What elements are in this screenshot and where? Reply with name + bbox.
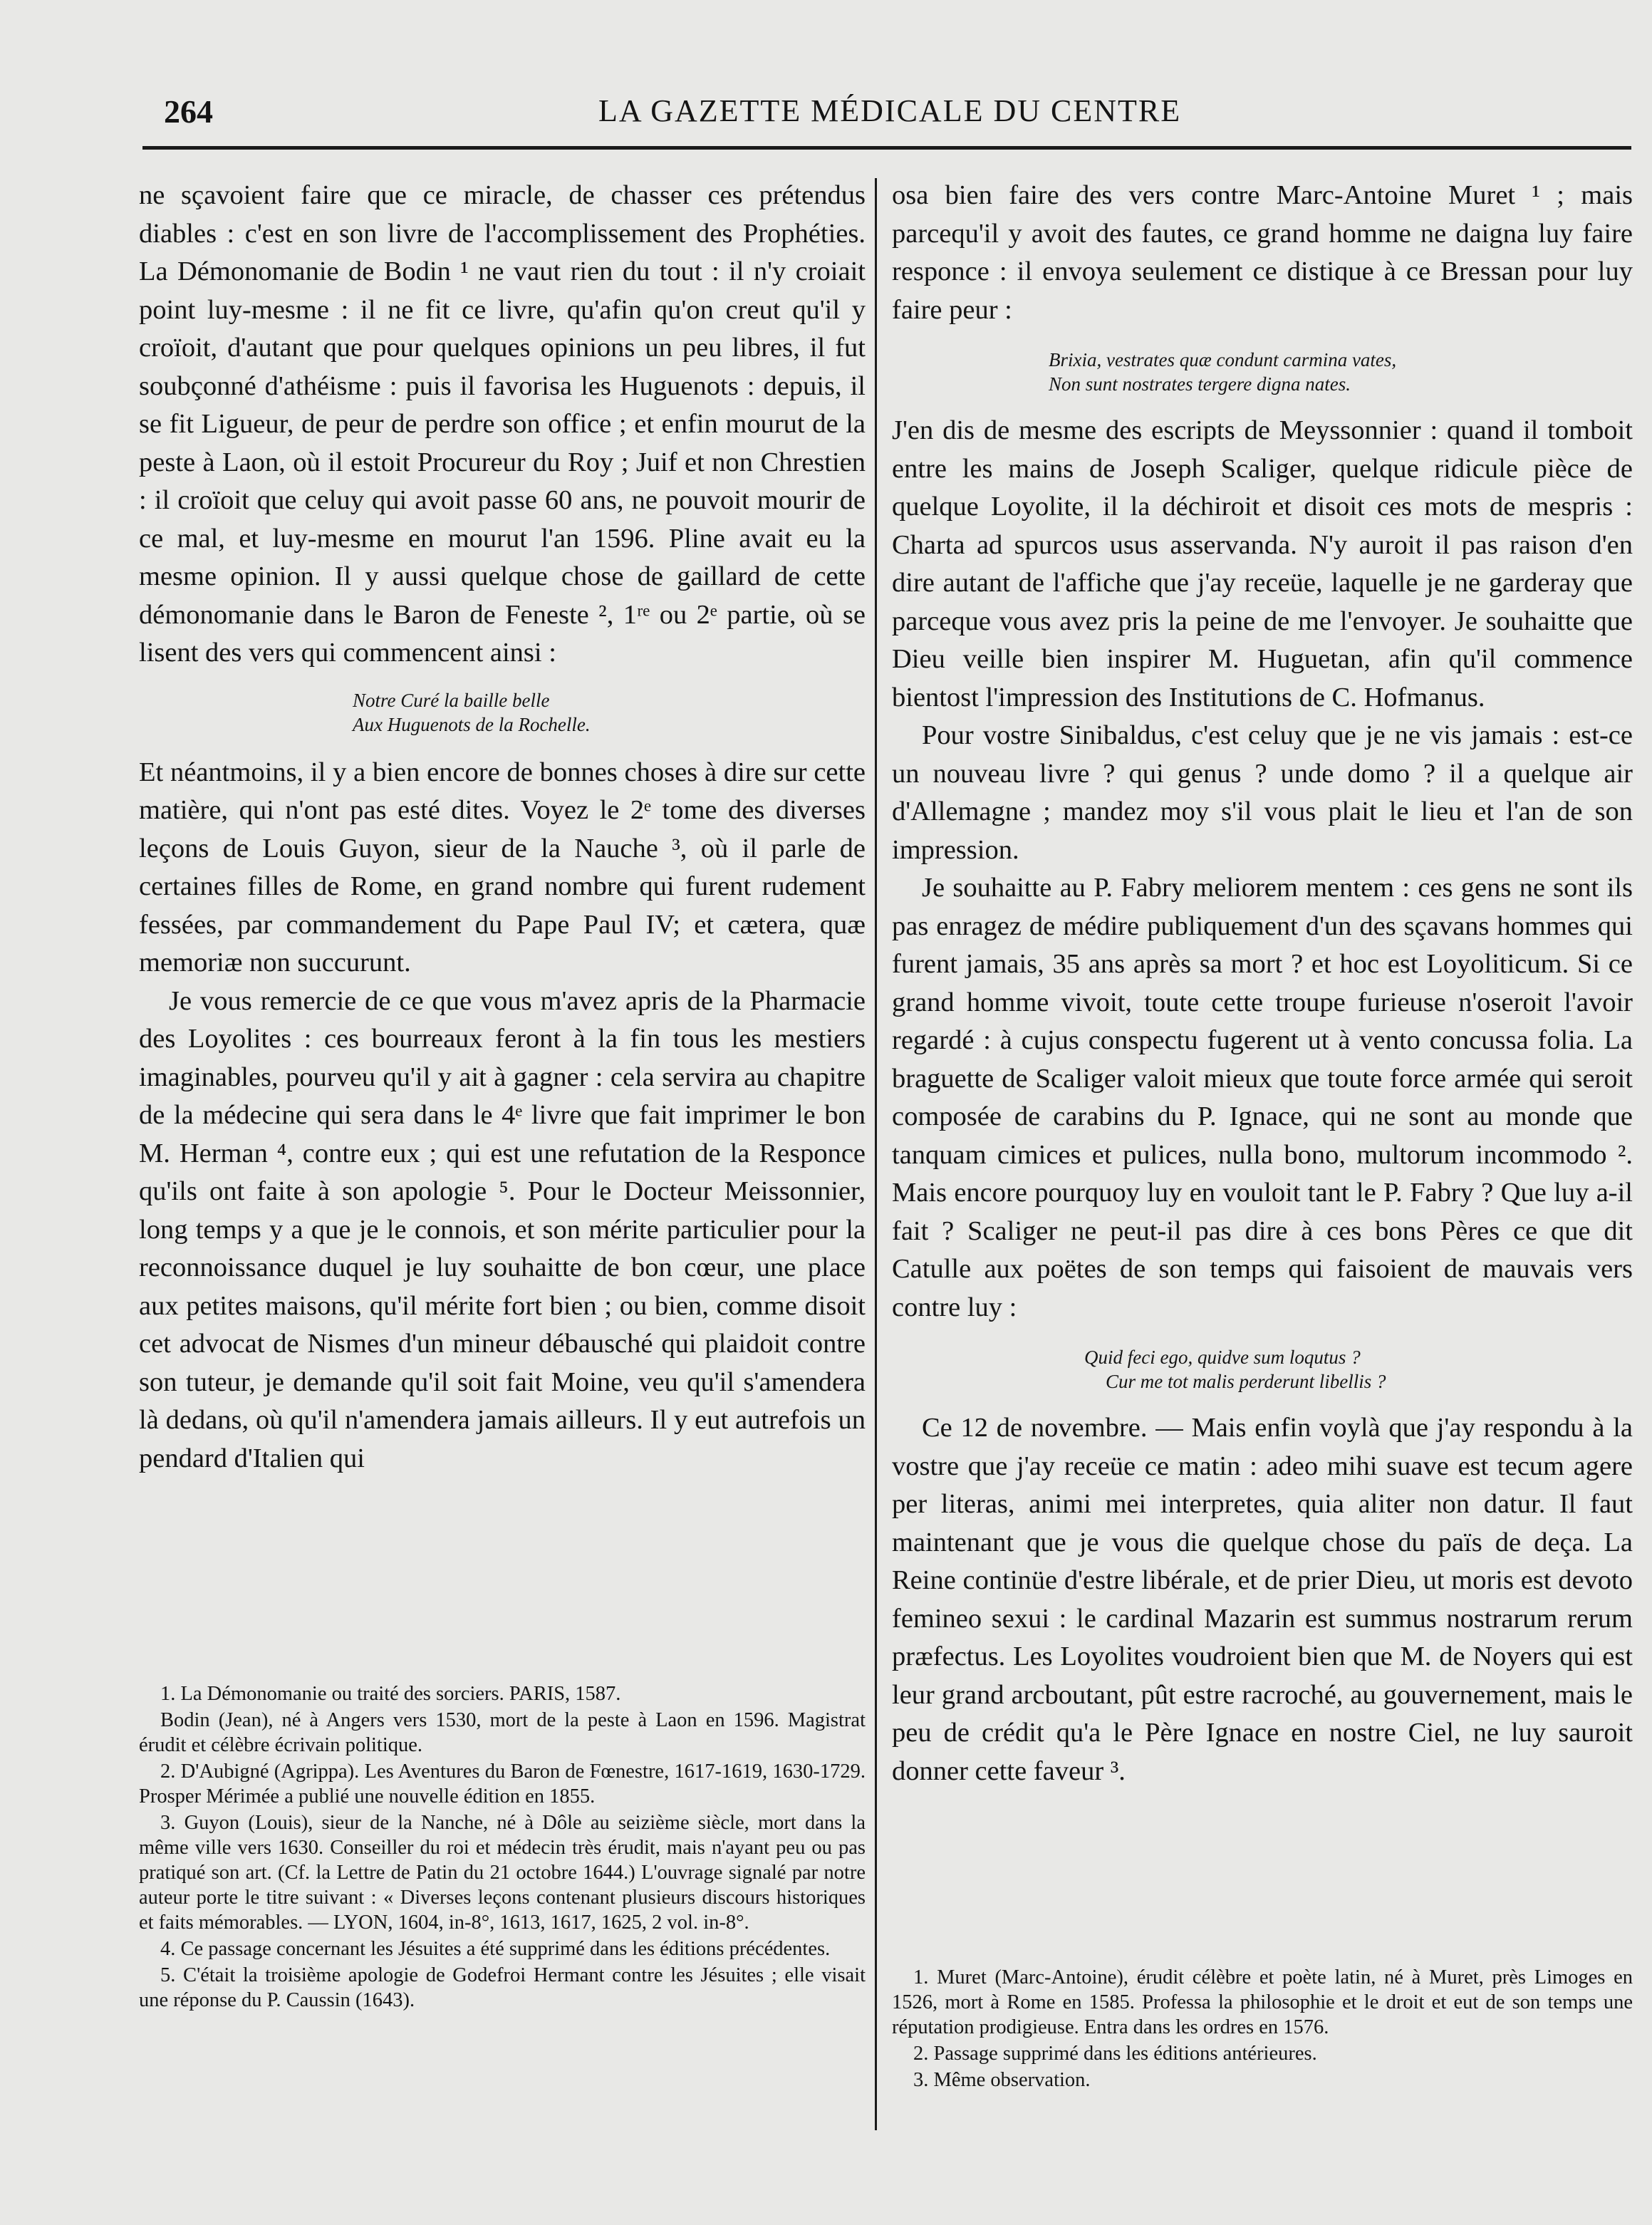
footnote: 2. D'Aubigné (Agrippa). Les Aventures du Baron de Fœnestre, 1617-1619, 1630-1729. Prosper Mérimée a publié une nouvelle édition en 1855. xyxy=(139,1760,866,1808)
footnote: 2. Passage supprimé dans les éditions antérieures. xyxy=(913,2043,1317,2065)
footnote: Bodin (Jean), né à Angers vers 1530, mort de la peste à Laon en 1596. Magistrat érudit et célèbre écrivain politique. xyxy=(139,1709,866,1756)
left-paragraph-2: Et néantmoins, il y a bien encore de bonnes choses à dire sur cette matière, qui n'ont pas esté dites. Voyez le 2ᵉ tome des diverses leçons de Louis Guyon, sieur de la Nauche ³, où il parle de certaines filles de Rome, en grand nombre qui furent rudement fessées, par commandement du Pape Paul IV; et cætera, quæ memoriæ non succurunt. xyxy=(139,757,866,977)
right-paragraph-4: Je souhaitte au P. Fabry meliorem mentem : ces gens ne sont ils pas enragez de médire publiquement d'un des sçavans hommes qui furent jamais, 35 ans après sa mort ? et hoc est Loyoliticum. Si ce grand homme vivoit, toute cette troupe furieuse n'oseroit l'avoir regardé : à cujus conspectu fugerent ut à vento concussa folia. La braguette de Scaliger valoit mieux que toute force armée qui seroit composée de carabins du P. Ignace, qui ne sont au monde que tanquam cimices et pulices, nulla bono, multorum incommodo ². Mais encore pourquoy luy en vouloit tant le P. Fabry ? Que luy a-il fait ? Scaliger ne peut-il pas dire à ces bons Pères ce que dit Catulle aux poëtes de son temps qui faisoient de mauvais vers contre luy : xyxy=(892,873,1633,1322)
running-title: LA GAZETTE MÉDICALE DU CENTRE xyxy=(598,93,1182,128)
page-number: 264 xyxy=(164,93,213,130)
page-header xyxy=(142,93,1631,142)
footnote: 3. Guyon (Louis), sieur de la Nanche, né à Dôle au seizième siècle, mort dans la même ville vers 1630. Conseiller du roi et médecin très érudit, mais n'ayant peu ou pas pratiqué son art. (Cf. la Lettre de Patin du 21 octobre 1644.) L'ouvrage signalé par notre auteur porte le titre suivant : « Diverses leçons contenant plusieurs discours historiques et faits mémorables. — LYON, 1604, in-8°, 1613, 1617, 1625, 2 vol. in-8°. xyxy=(139,1812,866,1934)
verse-line: Aux Huguenots de la Rochelle. xyxy=(353,713,591,735)
left-paragraph-1: ne sçavoient faire que ce miracle, de chasser ces prétendus diables : c'est en son livre de l'accomplissement des Prophéties. La Démonomanie de Bodin ¹ ne vaut rien du tout : il n'y croiait point luy-mesme : il ne fit ce livre, qu'afin qu'on creut qu'il y croïoit, d'autant que pour quelques opinions un peu libres, il fut soubçonné d'athéisme : puis il favorisa les Huguenots : depuis, il se fit Ligueur, de peur de perdre son office ; et enfin mourut de la peste à Laon, où il estoit Procureur du Roy ; Juif et non Chrestien : il croïoit que celuy qui avoit passe 60 ans, ne pouvoit mourir de ce mal, et luy-mesme en mourut l'an 1596. Pline avait eu la mesme opinion. Il y aussi quelque chose de gaillard de cette démonomanie dans le Baron de Feneste ², 1ʳᵉ ou 2ᵉ partie, où se lisent des vers qui commencent ainsi : xyxy=(139,180,866,668)
footnote: 5. C'était la troisième apologie de Godefroi Hermant contre les Jésuites ; elle visait une réponse du P. Caussin (1643). xyxy=(139,1964,866,2011)
column-rule xyxy=(875,178,877,2130)
left-paragraph-3: Je vous remercie de ce que vous m'avez apris de la Pharmacie des Loyolites : ces bourreaux feront à la fin tous les mestiers imaginables, pourveu qu'il y ait à gagner : cela servira au chapitre de la médecine qui sera dans le 4ᵉ livre que fait imprimer le bon M. Herman ⁴, contre eux ; qui est une refutation de la Responce qu'ils ont faite à son apologie ⁵. Pour le Docteur Meissonnier, long temps y a que je le connois, et son mérite particulier pour la reconnoissance duquel je luy souhaitte de bon cœur, une place aux petites maisons, qu'il mérite fort bien ; ou bien, comme disoit cet advocat de Nismes d'un mineur débausché qui plaidoit contre son tuteur, je demande qu'il soit fait Moine, veu qu'il s'amendera là dedans, où qu'il n'amendera jamais ailleurs. Il y eut autrefois un pendard d'Italien qui xyxy=(139,985,866,1473)
verse-line: Cur me tot malis perderunt libellis ? xyxy=(1106,1371,1386,1392)
right-paragraph-5: Ce 12 de novembre. — Mais enfin voylà que j'ay respondu à la vostre que j'ay receüe ce matin : adeo mihi suave est tecum agere per literas, animi mei interpretes, quia aliter non datur. Il faut maintenant que je vous die quelque chose du païs de deça. La Reine continüe d'estre libérale, et de prier Dieu, ut moris est devoto femineo sexui : le cardinal Mazarin est summus nostrarum rerum præfectus. Les Loyolites voudroient bien que M. de Noyers qui est leur grand arcboutant, pût estre racroché, au gouvernement, mais le peu de crédit qu'a le Père Ignace en nostre Ciel, ne luy sauroit donner cette faveur ³. xyxy=(892,1413,1633,1786)
footnote: 1. Muret (Marc-Antoine), érudit célèbre et poète latin, né à Muret, près Limoges en 1526, mort à Rome en 1585. Professa la philosophie et le droit et eut de son temps une réputation prodigieuse. Entra dans les ordres en 1576. xyxy=(892,1966,1633,2038)
verse-line: Notre Curé la baille belle xyxy=(353,689,550,711)
footnote: 4. Ce passage concernant les Jésuites a été supprimé dans les éditions précédentes. xyxy=(160,1938,831,1960)
right-column xyxy=(892,177,1633,1790)
right-paragraph-2: J'en dis de mesme des escripts de Meyssonnier : quand il tomboit entre les mains de Joseph Scaliger, quelque ridicule pièce de quelque Loyolite, il la déchiroit et disoit ces mots de mespris : Charta ad spurcos usus asservanda. N'y auroit il pas raison d'en dire autant de l'affiche que j'ay receüe, laquelle je ne garderay que parceque vous avez pris la peine de me l'envoyer. Je souhaitte que Dieu veille bien inspirer M. Huguetan, afin qu'il commence bientost l'impression des Institutions de C. Hofmanus. xyxy=(892,415,1633,712)
footnote: 1. La Démonomanie ou traité des sorciers. PARIS, 1587. xyxy=(160,1683,621,1705)
left-column xyxy=(139,177,866,1478)
right-footnotes xyxy=(892,1965,1633,2094)
verse-line: Quid feci ego, quidve sum loqutus ? xyxy=(1084,1347,1361,1368)
left-footnotes xyxy=(139,1681,866,2014)
right-verse-1 xyxy=(1049,348,1633,396)
footnote: 3. Même observation. xyxy=(913,2069,1091,2091)
right-verse-2 xyxy=(1084,1345,1633,1394)
header-rule xyxy=(142,146,1631,150)
right-paragraph-1: osa bien faire des vers contre Marc-Antoine Muret ¹ ; mais parcequ'il y avoit des fautes, ce grand homme ne daigna luy faire responce : il envoya seulement ce distique à ce Bressan pour luy faire peur : xyxy=(892,180,1633,325)
verse-line: Non sunt nostrates tergere digna nates. xyxy=(1049,373,1351,395)
right-paragraph-3: Pour vostre Sinibaldus, c'est celuy que je ne vis jamais : est-ce un nouveau livre ? qui genus ? unde domo ? il a quelque air d'Allemagne ; mandez moy s'il vous plait le lieu et l'an de son impression. xyxy=(892,720,1633,865)
verse-line: Brixia, vestrates quæ condunt carmina vates, xyxy=(1049,349,1397,370)
left-verse xyxy=(353,688,866,737)
